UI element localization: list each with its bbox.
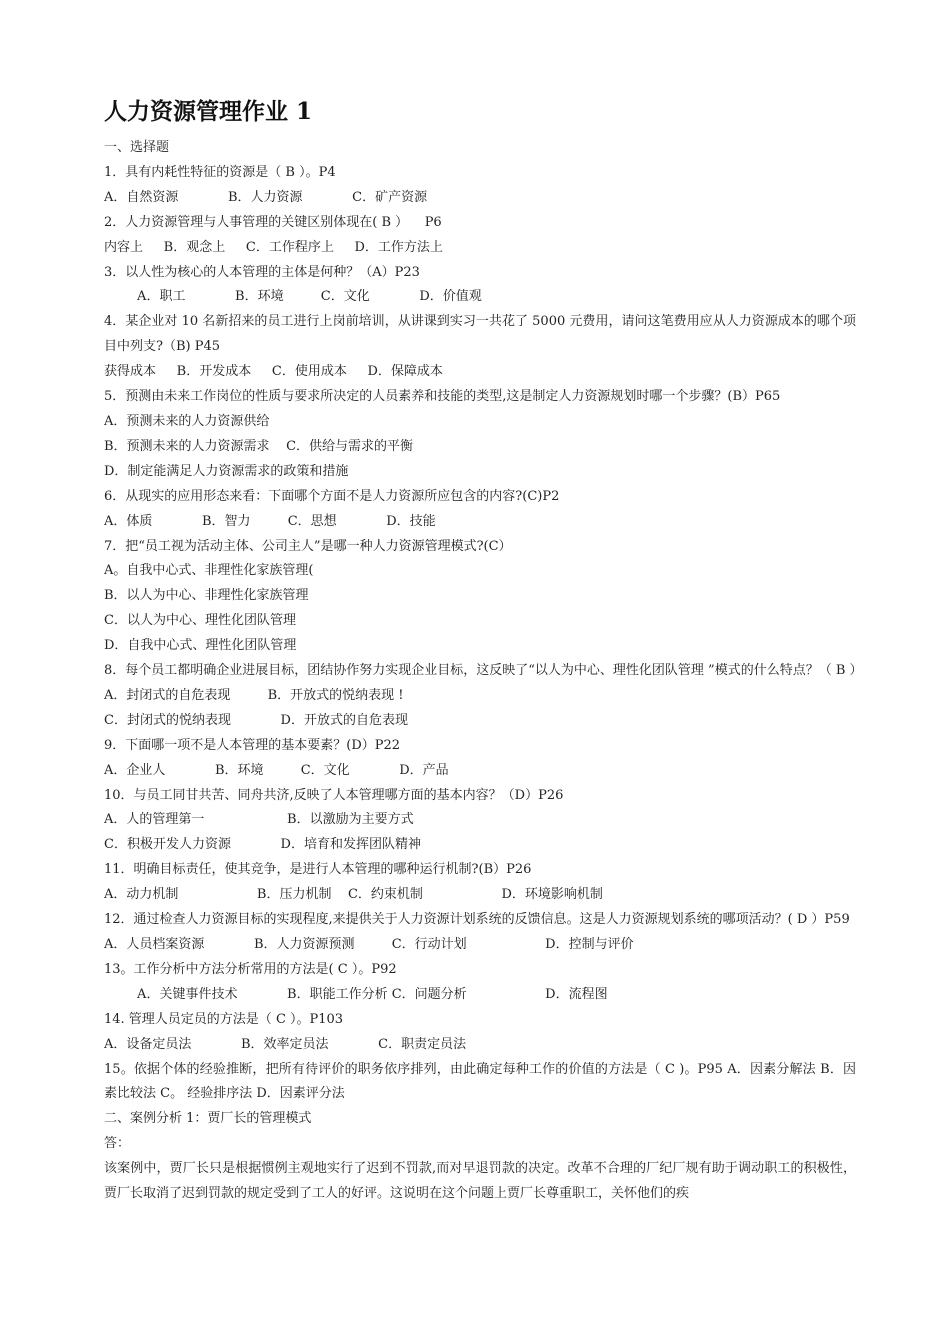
answer-option: B．以人为中心、非理性化家族管理 xyxy=(104,588,309,604)
answer-options: B．预测未来的人力资源需求 C．供给与需求的平衡 xyxy=(104,438,414,454)
question-text: 10．与员工同甘共苦、同舟共济,反映了人本管理哪方面的基本内容？（D）P26 xyxy=(104,787,564,803)
answer-options: 获得成本 B．开发成本 C．使用成本 D．保障成本 xyxy=(104,364,443,380)
answer-option: D．自我中心式、理性化团队管理 xyxy=(104,638,297,654)
section-heading: 二、案例分析 1：贾厂长的管理模式 xyxy=(104,1111,312,1127)
question-text: 8．每个员工都明确企业进展目标，团结协作努力实现企业目标，这反映了“以人为中心、理性化团队管理 ”模式的什么特点？（ B ） xyxy=(104,663,863,679)
question-text: 14. 管理人员定员的方法是（ C ）。P103 xyxy=(104,1011,344,1027)
question-text: 1．具有内耗性特征的资源是（ B ）。P4 xyxy=(104,164,336,180)
answer-options: A．自然资源 B．人力资源 C．矿产资源 xyxy=(104,189,428,205)
question-text: 5．预测由未来工作岗位的性质与要求所决定的人员素养和技能的类型,这是制定人力资源规划时哪一个步骤？(B）P65 xyxy=(104,389,781,405)
question-text: 6．从现实的应用形态来看：下面哪个方面不是人力资源所应包含的内容?(C)P2 xyxy=(104,488,560,504)
question-text: 4．某企业对 10 名新招来的员工进行上岗前培训，从讲课到实习一共花了 5000 元费用，请问这笔费用应从人力资源成本的哪个项目中列支?（B) P45 xyxy=(104,314,856,355)
answer-options: A．人的管理第一 B．以激励为主要方式 xyxy=(104,812,414,828)
answer-options: A．关键事件技术 B．职能工作分析 C．问题分析 D．流程图 xyxy=(104,986,608,1002)
answer-option: A．预测未来的人力资源供给 xyxy=(104,413,270,429)
section-heading: 一、选择题 xyxy=(104,140,170,155)
question-text: 2．人力资源管理与人事管理的关键区别体现在( B ） P6 xyxy=(104,214,442,230)
answer-options: A．封闭式的自危表现 B．开放式的悦纳表现 ! xyxy=(104,687,404,703)
question-text: 9．下面哪一项不是人本管理的基本要素？(D）P22 xyxy=(104,737,401,753)
answer-options: A．设备定员法 B．效率定员法 C．职责定员法 xyxy=(104,1036,467,1052)
question-text: 13。工作分析中方法分析常用的方法是( C ）。P92 xyxy=(104,961,397,977)
answer-label: 答： xyxy=(104,1136,131,1152)
answer-options: 内容上 B．观念上 C．工作程序上 D．工作方法上 xyxy=(104,239,443,255)
answer-options: A．动力机制 B．压力机制 C．约束机制 D．环境影响机制 xyxy=(104,887,603,903)
answer-option: C．以人为中心、理性化团队管理 xyxy=(104,613,296,629)
question-text: 3．以人性为核心的人本管理的主体是何种？（A）P23 xyxy=(104,264,420,280)
question-text: 12．通过检查人力资源目标的实现程度,来提供关于人力资源计划系统的反馈信息。这是人力资源规划系统的哪项活动？( D ）P59 xyxy=(104,912,850,928)
document-title: 人力资源管理作业 1 xyxy=(104,98,313,125)
answer-option: D．制定能满足人力资源需求的政策和措施 xyxy=(104,463,349,479)
question-text: 11．明确目标责任，使其竞争，是进行人本管理的哪种运行机制?(B）P26 xyxy=(104,862,532,878)
answer-options: A．体质 B．智力 C．思想 D．技能 xyxy=(104,513,436,529)
answer-options: C．积极开发人力资源 D．培育和发挥团队精神 xyxy=(104,837,421,853)
answer-options: A．人员档案资源 B．人力资源预测 C．行动计划 D．控制与评价 xyxy=(104,937,634,952)
question-text: 15。依据个体的经验推断，把所有待评价的职务依序排列，由此确定每种工作的价值的方法是（ C )。P95 A．因素分解法 B．因素比较法 C。 经验排序法 D．因素评分法 xyxy=(104,1061,856,1102)
answer-option: A。自我中心式、非理性化家族管理( xyxy=(104,563,314,579)
answer-options: C．封闭式的悦纳表现 D．开放式的自危表现 xyxy=(104,712,408,728)
document-page xyxy=(104,92,863,1207)
answer-options: A．企业人 B．环境 C．文化 D．产品 xyxy=(104,762,449,778)
answer-paragraph: 该案例中，贾厂长只是根据惯例主观地实行了迟到不罚款,而对早退罚款的决定。改革不合理的厂纪厂规有助于调动职工的积极性，贾厂长取消了迟到罚款的规定受到了工人的好评。这说明在这个问题上贾厂长尊重职工，关怀他们的疾 xyxy=(104,1161,856,1202)
answer-options: A．职工 B．环境 C．文化 D．价值观 xyxy=(104,289,482,305)
question-text: 7．把“员工视为活动主体、公司主人”是哪一种人力资源管理模式?(C） xyxy=(104,538,512,554)
